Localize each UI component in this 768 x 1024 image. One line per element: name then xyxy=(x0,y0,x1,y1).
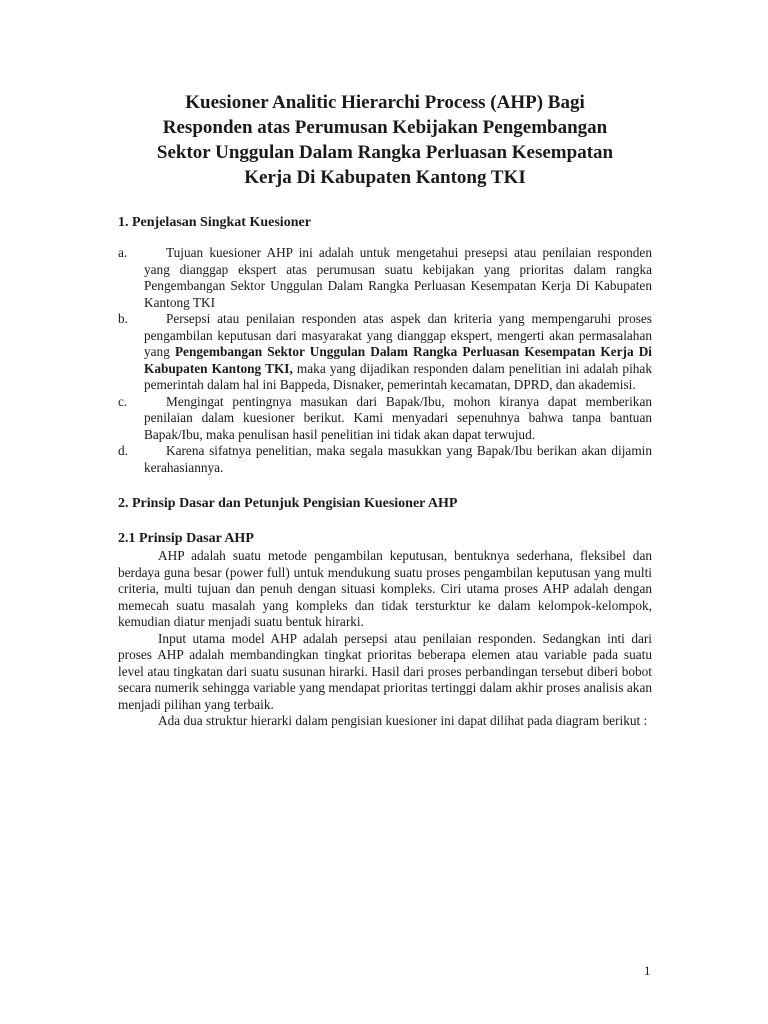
document-page xyxy=(118,90,652,730)
list-item-text: Mengingat pentingnya masukan dari Bapak/Ibu, mohon kiranya dapat memberikan penilaian dalam kuesioner berikut. Kami menyadari sepenuhnya bahwa tanpa bantuan Bapak/Ibu, maka penulisan hasil penelitian ini tidak akan dapat terwujud. xyxy=(144,393,652,442)
title-line: Responden atas Perumusan Kebijakan Pengembangan xyxy=(162,117,608,138)
section-2-heading: 2. Prinsip Dasar dan Petunjuk Pengisian Kuesioner AHP xyxy=(118,496,458,511)
list-item-c xyxy=(118,394,652,444)
title-line: Kuesioner Analitic Hierarchi Process (AHP) Bagi xyxy=(185,92,585,113)
list-item-text xyxy=(144,311,652,394)
list-item-text-part: maka yang dijadikan responden dalam penelitian ini adalah pihak pemerintah dalam hal ini Bappeda, Disnaker, pemerintah kecamatan, DPRD, dan akademisi. xyxy=(144,360,652,392)
list-marker: a. xyxy=(118,245,128,260)
section-2-1-heading: 2.1 Prinsip Dasar AHP xyxy=(118,531,254,546)
list-item-a xyxy=(118,245,652,311)
list-item-d xyxy=(118,443,652,476)
list-item-text: Tujuan kuesioner AHP ini adalah untuk mengetahui presepsi atau penilaian responden yang dianggap ekspert atas perumusan suatu kebijakan yang prioritas dalam rangka Pengembangan Sektor Unggulan Dalam Rangka Perluasan Kesempatan Kerja Di Kabupaten Kantong TKI xyxy=(144,245,652,310)
page-number: 1 xyxy=(644,963,651,978)
title-line: Sektor Unggulan Dalam Rangka Perluasan Kesempatan xyxy=(156,142,614,163)
section-1-list xyxy=(118,245,652,476)
list-marker: c. xyxy=(118,393,128,409)
list-marker: d. xyxy=(118,443,128,458)
list-marker: b. xyxy=(118,311,128,326)
list-item-text: Karena sifatnya penelitian, maka segala masukkan yang Bapak/Ibu berikan akan dijamin kerahasiannya. xyxy=(144,443,652,475)
title-line: Kerja Di Kabupaten Kantong TKI xyxy=(244,167,526,188)
paragraph: AHP adalah suatu metode pengambilan keputusan, bentuknya sederhana, fleksibel dan berdaya guna besar (power full) untuk mendukung suatu proses pengambilan keputusan yang multi criteria, multi tujuan dan penuh dengan situasi kompleks. Ciri utama proses AHP adalah dengan memecah suatu masalah yang kompleks dan tidak tersturktur ke dalam kelompok-kelompok, kemudian diatur menjadi suatu bentuk hirarki. xyxy=(118,548,652,629)
paragraph: Ada dua struktur hierarki dalam pengisian kuesioner ini dapat dilihat pada diagram berikut : xyxy=(158,713,648,728)
document-title xyxy=(118,90,652,190)
list-item-text-part: Persepsi atau penilaian responden atas aspek dan kriteria yang mempengaruhi proses pengambilan keputusan dari masyarakat yang dianggap ekspert, mengerti akan permasalahan yang xyxy=(144,311,652,359)
paragraph: Input utama model AHP adalah persepsi atau penilaian responden. Sedangkan inti dari proses AHP adalah membandingkan tingkat prioritas beberapa elemen atau variable pada suatu level atau tingkatan dari suatu susunan hirarki. Hasil dari proses perbandingan tersebut diberi bobot secara numerik sehingga variable yang mendapat prioritas tertinggi dalam akhir proses analisis akan menjadi pilihan yang terbaik. xyxy=(118,630,652,712)
list-item-b xyxy=(118,311,652,394)
list-item-text-bold: Pengembangan Sektor Unggulan Dalam Rangka Perluasan Kesempatan Kerja Di Kabupaten Kantong TKI, xyxy=(144,344,652,376)
section-1-heading: 1. Penjelasan Singkat Kuesioner xyxy=(118,215,311,230)
